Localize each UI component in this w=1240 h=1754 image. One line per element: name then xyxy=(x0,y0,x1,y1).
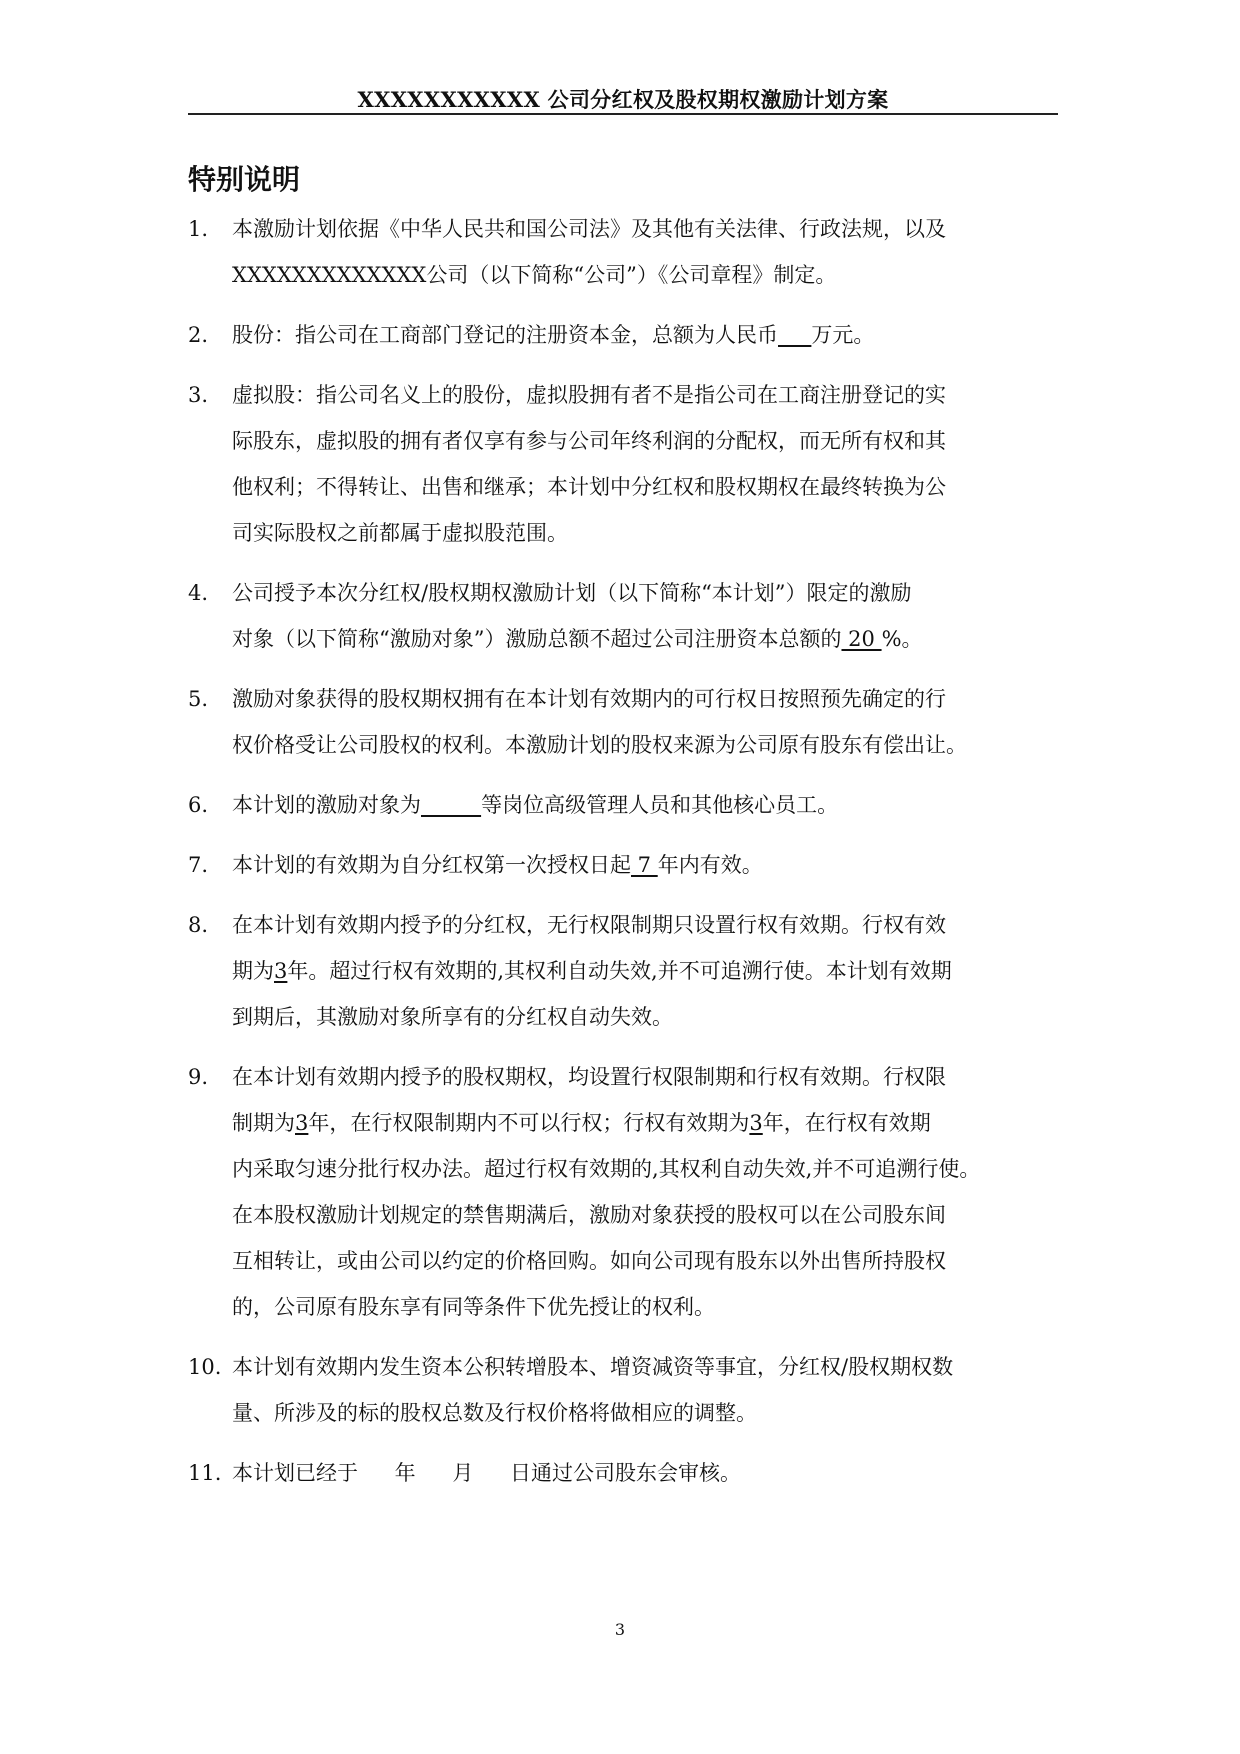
list-item-line: 内采取匀速分批行权办法。超过行权有效期的,其权利自动失效,并不可追溯行使。 xyxy=(232,1157,981,1181)
list-item-number: 9. xyxy=(188,1065,209,1089)
list-item-line: 到期后，其激励对象所享有的分红权自动失效。 xyxy=(232,1005,673,1029)
fill-in-blank xyxy=(778,323,811,347)
list-item-number: 2. xyxy=(188,323,209,347)
list-item-line: 司实际股权之前都属于虚拟股范围。 xyxy=(232,521,568,545)
list-item xyxy=(188,842,1068,888)
list-item-line: 际股东，虚拟股的拥有者仅享有参与公司年终利润的分配权，而无所有权和其 xyxy=(232,429,946,453)
list-item-line xyxy=(232,616,1068,662)
fill-in-blank: 3 xyxy=(274,959,288,983)
list-item-line: 互相转让，或由公司以约定的价格回购。如向公司现有股东以外出售所持股权 xyxy=(232,1249,946,1273)
fill-in-blank: 7 xyxy=(631,853,658,877)
list-item xyxy=(188,782,1068,828)
list-item-number: 4. xyxy=(188,581,209,605)
text-segment: 万元。 xyxy=(811,323,875,347)
list-item-number: 8. xyxy=(188,913,209,937)
list-item xyxy=(188,312,1068,358)
list-item xyxy=(188,570,1068,662)
fill-in-blank: 3 xyxy=(295,1111,309,1135)
list-item-line: 虚拟股：指公司名义上的股份，虚拟股拥有者不是指公司在工商注册登记的实 xyxy=(232,383,946,407)
text-segment: 本计划的有效期为自分红权第一次授权日起 xyxy=(232,853,631,877)
numbered-list xyxy=(188,206,1068,1510)
list-item-number: 1. xyxy=(188,217,209,241)
list-item xyxy=(188,1344,1068,1436)
fill-in-blank xyxy=(421,793,481,817)
text-segment: 制期为 xyxy=(232,1111,295,1135)
list-item-line: 本激励计划依据《中华人民共和国公司法》及其他有关法律、行政法规，以及 xyxy=(232,217,946,241)
list-item-number: 5. xyxy=(188,687,209,711)
list-item-line: 的，公司原有股东享有同等条件下优先授让的权利。 xyxy=(232,1295,715,1319)
list-item xyxy=(188,902,1068,1040)
list-item-line xyxy=(232,948,1068,994)
list-item xyxy=(188,206,1068,298)
text-segment: 股份：指公司在工商部门登记的注册资本金，总额为人民币 xyxy=(232,323,778,347)
list-item-line: 公司授予本次分红权/股权期权激励计划（以下简称“本计划”）限定的激励 xyxy=(232,581,912,605)
list-item-line: 在本股权激励计划规定的禁售期满后，激励对象获授的股权可以在公司股东间 xyxy=(232,1203,946,1227)
list-item-line: 在本计划有效期内授予的股权期权，均设置行权限制期和行权有效期。行权限 xyxy=(232,1065,946,1089)
list-item-line: 在本计划有效期内授予的分红权，无行权限制期只设置行权有效期。行权有效 xyxy=(232,913,946,937)
header-divider xyxy=(188,113,1058,115)
list-item xyxy=(188,372,1068,556)
list-item-number: 6. xyxy=(188,793,209,817)
text-segment: 年，在行权有效期 xyxy=(762,1111,931,1135)
list-item-line xyxy=(232,1100,1068,1146)
list-item-line: 权价格受让公司股权的权利。本激励计划的股权来源为公司原有股东有偿出让。 xyxy=(232,733,967,757)
list-item xyxy=(188,676,1068,768)
list-item xyxy=(188,1054,1068,1330)
list-item-line xyxy=(232,312,1068,358)
list-item-line xyxy=(232,782,1068,828)
list-item-number: 3. xyxy=(188,383,209,407)
text-segment: 等岗位高级管理人员和其他核心员工。 xyxy=(481,793,839,817)
text-segment: 对象（以下简称“激励对象”）激励总额不超过公司注册资本总额的 xyxy=(232,627,842,651)
list-item-line: XXXXXXXXXXXXX公司（以下简称“公司”）《公司章程》制定。 xyxy=(232,263,837,287)
list-item-line: 本计划已经于 年 月 日通过公司股东会审核。 xyxy=(232,1461,742,1485)
text-segment: 本计划的激励对象为 xyxy=(232,793,421,817)
list-item-number: 11. xyxy=(188,1461,222,1485)
section-title: 特别说明 xyxy=(188,163,301,196)
text-segment: 年内有效。 xyxy=(657,853,763,877)
list-item-number: 7. xyxy=(188,853,209,877)
page-header-title: XXXXXXXXXXX 公司分红权及股权期权激励计划方案 xyxy=(357,87,889,112)
list-item-line xyxy=(232,842,1068,888)
text-segment: %。 xyxy=(881,627,923,651)
list-item-line: 他权利；不得转让、出售和继承；本计划中分红权和股权期权在最终转换为公 xyxy=(232,475,946,499)
text-segment: 年。超过行权有效期的,其权利自动失效,并不可追溯行使。本计划有效期 xyxy=(287,959,952,983)
list-item-line: 激励对象获得的股权期权拥有在本计划有效期内的可行权日按照预先确定的行 xyxy=(232,687,946,711)
fill-in-blank: 3 xyxy=(749,1111,763,1135)
page-number: 3 xyxy=(614,1620,626,1639)
fill-in-blank: 20 xyxy=(841,627,882,651)
text-segment: 期为 xyxy=(232,959,274,983)
text-segment: 年，在行权限制期内不可以行权；行权有效期为 xyxy=(308,1111,750,1135)
list-item-line: 量、所涉及的标的股权总数及行权价格将做相应的调整。 xyxy=(232,1401,757,1425)
list-item-line: 本计划有效期内发生资本公积转增股本、增资减资等事宜，分红权/股权期权数 xyxy=(232,1355,954,1379)
list-item-number: 10. xyxy=(188,1355,222,1379)
list-item xyxy=(188,1450,1068,1496)
